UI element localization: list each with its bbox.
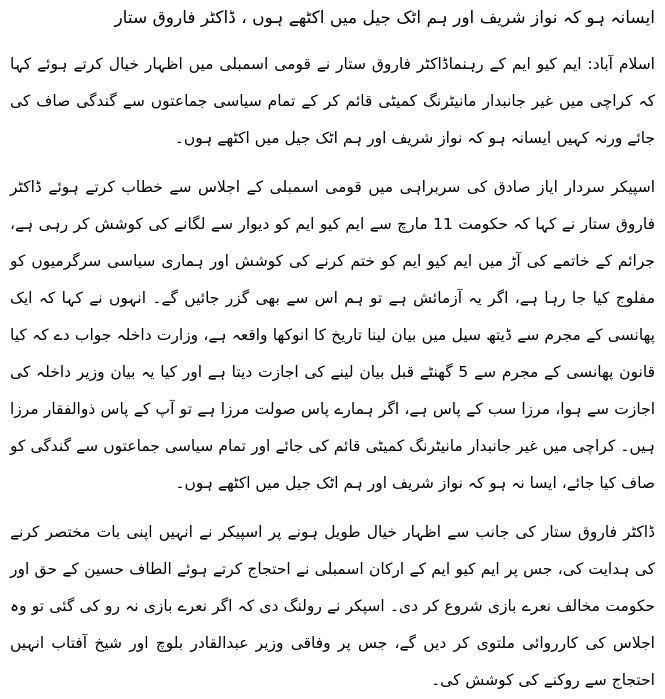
article-paragraph-3: ڈاکٹر فاروق ستار کی جانب سے اظہار خیال طویل ہونے پر اسپیکر نے انہیں اپنی بات مختصر کرنے کی ہدایت کی، جس پر ایم کیو ایم کے ارکان اسمبلی نے احتجاج کرتے ہوئے الطاف حسین کے حق اور حکومت مخالف نعرے بازی شروع کر دی۔ اسپکر نے رولنگ دی کہ اگر نعرے بازی نہ رو کی گئی تو وہ اجلاس کی کارروائی ملتوی کر دیں گے، جس پر وفاقی وزیر عبدالقادر بلوچ اور شیخ آفتاب انہیں احتجاج سے روکنے کی کوشش کی۔: [10, 523, 655, 689]
article-paragraph-2: اسپیکر سردار ایاز صادق کی سربراہی میں قومی اسمبلی کے اجلاس سے خطاب کرتے ہوئے ڈاکٹر فاروق ستار نے کہا کہ حکومت 11 مارچ سے ایم کیو ایم کو دیوار سے لگانے کی کوشش کر رہی ہے، جرائم کے خاتمے کی آڑ میں ایم کیو ایم کو ختم کرنے کی کوشش اور ہماری سیاسی سرگرمیوں کو مفلوج کیا جا رہا ہے، اگر یہ آزمائش ہے تو ہم اس سے بھی گزر جائیں گے۔ انہوں نے کہا کہ ایک پھانسی کے مجرم سے ڈیتھ سیل میں بیان لینا تاریخ کا انوکھا واقعہ ہے، وزارت داخلہ جواب دے کہ کیا قانون پھانسی کے مجرم سے 5 گھنٹے قبل بیان لینے کی اجازت دیتا ہے اور کیا یہ بیان وزیر داخلہ کی اجازت سے ہوا، مرزا سب کے پاس ہے، اگر ہمارے پاس صولت مرزا ہے تو آپ کے پاس ذوالفقار مرزا ہیں۔ کراچی میں غیر جانبدار مانیٹرنگ کمیٹی قائم کی جائے اور تمام سیاسی جماعتوں سے گندگی کو صاف کیا جائے، ایسا نہ ہو کہ نواز شریف اور ہم اٹک جیل میں اکٹھے ہوں۔: [10, 178, 656, 492]
article-paragraph-1: اسلام آباد: ایم کیو ایم کے رہنماڈاکٹر فاروق ستار نے قومی اسمبلی میں اظہار خیال کرتے ہوئے کہا کہ کراچی میں غیر جانبدار مانیٹرنگ کمیٹی قائم کر کے تمام سیاسی جماعتوں سے گندگی صاف کی جائے ورنہ کہیں ایسانہ ہو کہ نواز شریف اور ہم اٹک جیل میں اکٹھے ہوں۔: [10, 55, 655, 147]
article-headline: ایسانہ ہو کہ نواز شریف اور ہم اٹک جیل میں اکٹھے ہوں ، ڈاکٹر فاروق ستار: [114, 8, 655, 28]
